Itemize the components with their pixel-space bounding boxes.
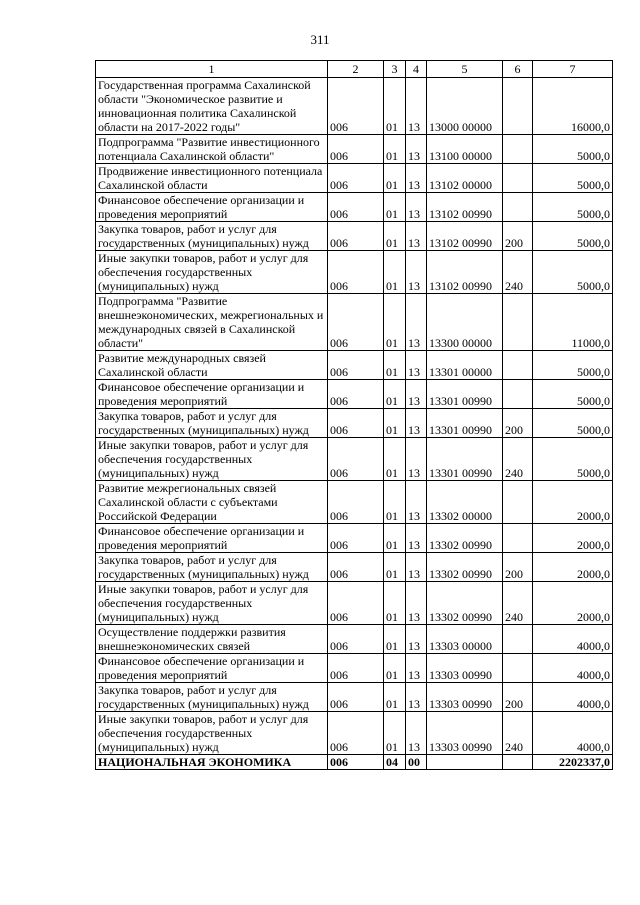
subsection-cell: 13 [406, 683, 427, 712]
subsection-cell: 13 [406, 524, 427, 553]
table-body [96, 78, 613, 770]
target-article-cell: 13000 00000 [427, 78, 503, 135]
expense-type-cell: 200 [503, 409, 533, 438]
admin-code-cell: 006 [328, 481, 384, 524]
table-row [96, 481, 613, 524]
table-row [96, 625, 613, 654]
target-article-cell: 13301 00990 [427, 380, 503, 409]
amount-cell: 11000,0 [533, 294, 613, 351]
row-name-cell: Закупка товаров, работ и услуг для государственных (муниципальных) нужд [96, 222, 328, 251]
section-cell: 01 [384, 438, 406, 481]
admin-code-cell: 006 [328, 553, 384, 582]
expense-type-cell [503, 135, 533, 164]
target-article-cell: 13302 00990 [427, 582, 503, 625]
column-header: 5 [427, 61, 503, 78]
row-name-cell: Иные закупки товаров, работ и услуг для обеспечения государственных (муниципальных) нужд [96, 251, 328, 294]
target-article-cell: 13300 00000 [427, 294, 503, 351]
table-row [96, 438, 613, 481]
table-row [96, 409, 613, 438]
amount-cell: 16000,0 [533, 78, 613, 135]
row-name-cell: Закупка товаров, работ и услуг для государственных (муниципальных) нужд [96, 683, 328, 712]
amount-cell: 2000,0 [533, 524, 613, 553]
target-article-cell: 13301 00000 [427, 351, 503, 380]
row-name-cell: Развитие межрегиональных связей Сахалинской области с субъектами Российской Федерации [96, 481, 328, 524]
expense-type-cell [503, 524, 533, 553]
table-row [96, 78, 613, 135]
table-row [96, 380, 613, 409]
admin-code-cell: 006 [328, 438, 384, 481]
subsection-cell: 13 [406, 351, 427, 380]
target-article-cell: 13302 00990 [427, 553, 503, 582]
subsection-cell: 13 [406, 164, 427, 193]
expense-type-cell [503, 294, 533, 351]
amount-cell: 5000,0 [533, 222, 613, 251]
column-header: 4 [406, 61, 427, 78]
subsection-cell: 13 [406, 553, 427, 582]
section-cell: 01 [384, 351, 406, 380]
target-article-cell: 13102 00990 [427, 222, 503, 251]
amount-cell: 2000,0 [533, 582, 613, 625]
section-cell: 01 [384, 135, 406, 164]
row-name-cell: Иные закупки товаров, работ и услуг для обеспечения государственных (муниципальных) нужд [96, 712, 328, 755]
amount-cell: 4000,0 [533, 712, 613, 755]
expense-type-cell: 200 [503, 553, 533, 582]
subsection-cell: 13 [406, 380, 427, 409]
section-cell: 04 [384, 755, 406, 770]
amount-cell: 4000,0 [533, 683, 613, 712]
table-row [96, 654, 613, 683]
subsection-cell: 13 [406, 135, 427, 164]
row-name-cell: Финансовое обеспечение организации и проведения мероприятий [96, 193, 328, 222]
expense-type-cell: 240 [503, 582, 533, 625]
subsection-cell: 13 [406, 582, 427, 625]
expense-type-cell: 240 [503, 712, 533, 755]
subsection-cell: 13 [406, 222, 427, 251]
admin-code-cell: 006 [328, 380, 384, 409]
column-header: 7 [533, 61, 613, 78]
amount-cell: 4000,0 [533, 654, 613, 683]
admin-code-cell: 006 [328, 135, 384, 164]
target-article-cell: 13302 00990 [427, 524, 503, 553]
subsection-cell: 13 [406, 438, 427, 481]
admin-code-cell: 006 [328, 582, 384, 625]
amount-cell: 5000,0 [533, 438, 613, 481]
subsection-cell: 00 [406, 755, 427, 770]
row-name-cell: Закупка товаров, работ и услуг для государственных (муниципальных) нужд [96, 409, 328, 438]
subsection-cell: 13 [406, 193, 427, 222]
expense-type-cell [503, 351, 533, 380]
target-article-cell: 13302 00000 [427, 481, 503, 524]
admin-code-cell: 006 [328, 78, 384, 135]
target-article-cell: 13303 00990 [427, 654, 503, 683]
row-name-cell: Подпрограмма "Развитие внешнеэкономических, межрегиональных и международных связей в Сахалинской области" [96, 294, 328, 351]
section-cell: 01 [384, 78, 406, 135]
admin-code-cell: 006 [328, 294, 384, 351]
amount-cell: 2202337,0 [533, 755, 613, 770]
admin-code-cell: 006 [328, 409, 384, 438]
row-name-cell: НАЦИОНАЛЬНАЯ ЭКОНОМИКА [96, 755, 328, 770]
target-article-cell: 13303 00990 [427, 712, 503, 755]
target-article-cell: 13102 00990 [427, 251, 503, 294]
target-article-cell: 13102 00000 [427, 164, 503, 193]
table-row [96, 222, 613, 251]
expense-type-cell: 240 [503, 251, 533, 294]
row-name-cell: Закупка товаров, работ и услуг для государственных (муниципальных) нужд [96, 553, 328, 582]
admin-code-cell: 006 [328, 524, 384, 553]
section-cell: 01 [384, 524, 406, 553]
amount-cell: 5000,0 [533, 351, 613, 380]
row-name-cell: Иные закупки товаров, работ и услуг для обеспечения государственных (муниципальных) нужд [96, 582, 328, 625]
section-cell: 01 [384, 222, 406, 251]
section-cell: 01 [384, 712, 406, 755]
target-article-cell: 13303 00000 [427, 625, 503, 654]
admin-code-cell: 006 [328, 193, 384, 222]
table-row [96, 582, 613, 625]
budget-table [95, 60, 613, 770]
table-row [96, 251, 613, 294]
section-cell: 01 [384, 251, 406, 294]
target-article-cell: 13301 00990 [427, 409, 503, 438]
subsection-cell: 13 [406, 654, 427, 683]
table-row [96, 351, 613, 380]
section-cell: 01 [384, 294, 406, 351]
expense-type-cell [503, 164, 533, 193]
row-name-cell: Финансовое обеспечение организации и проведения мероприятий [96, 524, 328, 553]
amount-cell: 4000,0 [533, 625, 613, 654]
row-name-cell: Подпрограмма "Развитие инвестиционного потенциала Сахалинской области" [96, 135, 328, 164]
section-cell: 01 [384, 625, 406, 654]
table-header-row [96, 61, 613, 78]
table-row [96, 164, 613, 193]
table-row [96, 712, 613, 755]
column-header: 2 [328, 61, 384, 78]
expense-type-cell [503, 654, 533, 683]
admin-code-cell: 006 [328, 222, 384, 251]
expense-type-cell [503, 481, 533, 524]
expense-type-cell: 200 [503, 683, 533, 712]
expense-type-cell [503, 625, 533, 654]
subsection-cell: 13 [406, 712, 427, 755]
target-article-cell: 13100 00000 [427, 135, 503, 164]
expense-type-cell [503, 380, 533, 409]
expense-type-cell [503, 193, 533, 222]
subsection-cell: 13 [406, 481, 427, 524]
section-cell: 01 [384, 193, 406, 222]
total-row [96, 755, 613, 770]
section-cell: 01 [384, 683, 406, 712]
admin-code-cell: 006 [328, 712, 384, 755]
table-row [96, 683, 613, 712]
row-name-cell: Государственная программа Сахалинской области "Экономическое развитие и инновационная политика Сахалинской области на 2017-2022 годы" [96, 78, 328, 135]
subsection-cell: 13 [406, 625, 427, 654]
expense-type-cell: 240 [503, 438, 533, 481]
subsection-cell: 13 [406, 409, 427, 438]
amount-cell: 5000,0 [533, 135, 613, 164]
admin-code-cell: 006 [328, 164, 384, 193]
subsection-cell: 13 [406, 294, 427, 351]
section-cell: 01 [384, 164, 406, 193]
target-article-cell: 13303 00990 [427, 683, 503, 712]
amount-cell: 2000,0 [533, 481, 613, 524]
admin-code-cell: 006 [328, 625, 384, 654]
section-cell: 01 [384, 553, 406, 582]
table-row [96, 524, 613, 553]
amount-cell: 5000,0 [533, 380, 613, 409]
subsection-cell: 13 [406, 78, 427, 135]
page-number: 311 [310, 32, 330, 47]
expense-type-cell [503, 78, 533, 135]
section-cell: 01 [384, 654, 406, 683]
amount-cell: 5000,0 [533, 193, 613, 222]
row-name-cell: Финансовое обеспечение организации и проведения мероприятий [96, 380, 328, 409]
row-name-cell: Развитие международных связей Сахалинской области [96, 351, 328, 380]
row-name-cell: Продвижение инвестиционного потенциала Сахалинской области [96, 164, 328, 193]
admin-code-cell: 006 [328, 755, 384, 770]
table-row [96, 553, 613, 582]
expense-type-cell [503, 755, 533, 770]
admin-code-cell: 006 [328, 251, 384, 294]
expense-type-cell: 200 [503, 222, 533, 251]
admin-code-cell: 006 [328, 351, 384, 380]
target-article-cell [427, 755, 503, 770]
amount-cell: 5000,0 [533, 164, 613, 193]
column-header: 6 [503, 61, 533, 78]
row-name-cell: Финансовое обеспечение организации и проведения мероприятий [96, 654, 328, 683]
table-row [96, 135, 613, 164]
amount-cell: 2000,0 [533, 553, 613, 582]
amount-cell: 5000,0 [533, 409, 613, 438]
column-header: 1 [96, 61, 328, 78]
table-row [96, 294, 613, 351]
section-cell: 01 [384, 380, 406, 409]
section-cell: 01 [384, 582, 406, 625]
subsection-cell: 13 [406, 251, 427, 294]
target-article-cell: 13102 00990 [427, 193, 503, 222]
row-name-cell: Иные закупки товаров, работ и услуг для обеспечения государственных (муниципальных) нужд [96, 438, 328, 481]
section-cell: 01 [384, 409, 406, 438]
row-name-cell: Осуществление поддержки развития внешнеэкономических связей [96, 625, 328, 654]
table-row [96, 193, 613, 222]
target-article-cell: 13301 00990 [427, 438, 503, 481]
admin-code-cell: 006 [328, 654, 384, 683]
amount-cell: 5000,0 [533, 251, 613, 294]
section-cell: 01 [384, 481, 406, 524]
admin-code-cell: 006 [328, 683, 384, 712]
column-header: 3 [384, 61, 406, 78]
